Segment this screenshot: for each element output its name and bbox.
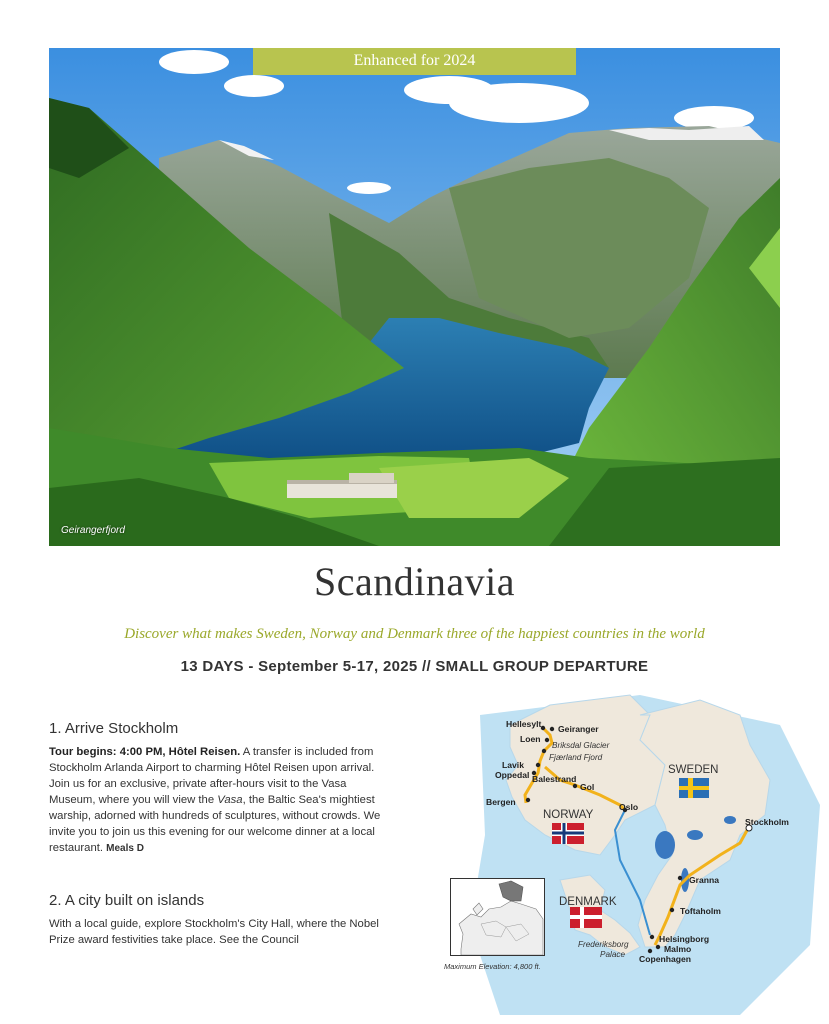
norway-flag bbox=[552, 823, 584, 844]
day-1-text bbox=[49, 744, 394, 857]
day-1-text-b: , the Baltic Sea's mightiest warship, adorned with hundreds of sculptures, without crowds. We invite you to join us this evening for our welcome dinner at a local restaurant. bbox=[49, 794, 381, 854]
label-bergen: Bergen bbox=[486, 797, 516, 807]
label-balestrand: Balestrand bbox=[532, 774, 577, 784]
label-hellesylt: Hellesylt bbox=[506, 719, 542, 729]
label-oppedal: Oppedal bbox=[495, 770, 530, 780]
label-fjaerland: Fjærland Fjord bbox=[549, 753, 603, 762]
tour-dates: 13 DAYS - September 5-17, 2025 // SMALL GROUP DEPARTURE bbox=[180, 658, 649, 675]
label-stockholm: Stockholm bbox=[745, 817, 789, 827]
label-lavik: Lavik bbox=[502, 760, 524, 770]
europe-inset-map bbox=[450, 878, 545, 956]
day-1-lead: Tour begins: 4:00 PM, Hôtel Reisen. bbox=[49, 746, 241, 758]
label-toftaholm: Toftaholm bbox=[680, 906, 721, 916]
label-norway: NORWAY bbox=[543, 809, 594, 821]
max-elevation-note: Maximum Elevation: 4,800 ft. bbox=[444, 962, 541, 971]
label-palace: Palace bbox=[600, 950, 626, 959]
label-granna: Granna bbox=[689, 875, 720, 885]
hero-photo bbox=[49, 48, 780, 546]
label-oslo: Oslo bbox=[619, 802, 639, 812]
day-1-ship-name: Vasa bbox=[217, 794, 243, 806]
denmark-flag bbox=[570, 907, 602, 928]
sweden-flag bbox=[679, 778, 709, 798]
label-sweden: SWEDEN bbox=[668, 764, 719, 776]
label-malmo: Malmo bbox=[664, 944, 692, 954]
day-1-meals: Meals D bbox=[106, 843, 144, 854]
enhanced-badge: Enhanced for 2024 bbox=[253, 48, 576, 75]
label-briksdal: Briksdal Glacier bbox=[552, 741, 610, 750]
label-helsingborg: Helsingborg bbox=[659, 934, 710, 944]
label-frederiksborg: Frederiksborg bbox=[578, 940, 629, 949]
label-loen: Loen bbox=[520, 734, 541, 744]
page-subtitle: Discover what makes Sweden, Norway and Denmark three of the happiest countries in the world bbox=[124, 626, 705, 642]
day-1-text-a: A transfer is included from Stockholm Arlanda Airport to charming Hôtel Reisen upon arrival. Join us for an exclusive, private after-hours visit to the Vasa Museum, where you will view the bbox=[49, 746, 375, 806]
day-2-text: With a local guide, explore Stockholm's City Hall, where the Nobel Prize award festivities take place. See the Council bbox=[49, 918, 379, 946]
day-2-heading: 2. A city built on islands bbox=[49, 892, 205, 909]
fjord-landscape-image bbox=[49, 48, 780, 546]
page-title: Scandinavia bbox=[314, 559, 515, 604]
europe-inset-svg bbox=[451, 879, 544, 955]
photo-caption: Geirangerfjord bbox=[61, 525, 125, 536]
label-denmark: DENMARK bbox=[559, 896, 617, 908]
label-gol: Gol bbox=[580, 782, 595, 792]
label-geiranger: Geiranger bbox=[558, 724, 599, 734]
day-1-heading: 1. Arrive Stockholm bbox=[49, 720, 179, 737]
label-copenhagen: Copenhagen bbox=[639, 954, 692, 964]
